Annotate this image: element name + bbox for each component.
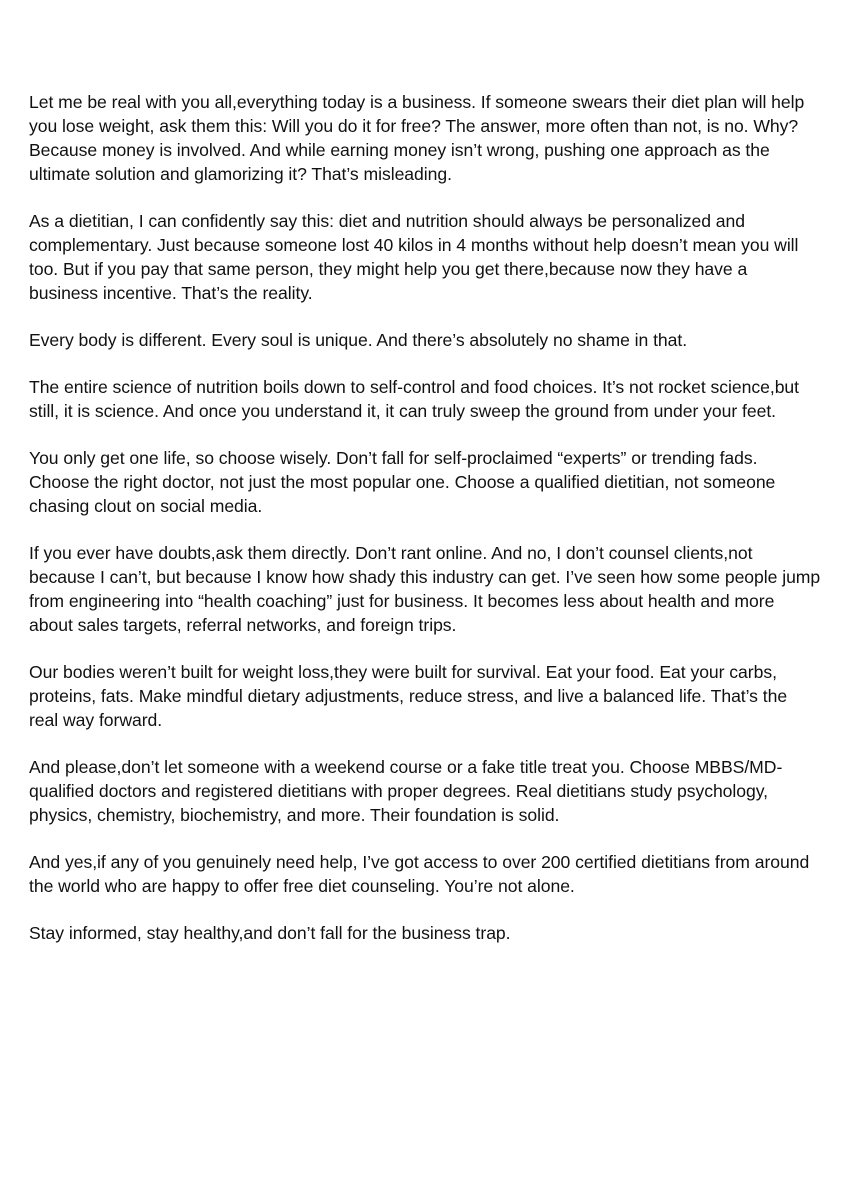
paragraph-9: And yes,if any of you genuinely need help, I’ve got access to over 200 certified dietitians from around the world who are happy to offer free diet counseling. You’re not alone. [29, 852, 810, 896]
paragraph-1: Let me be real with you all,everything today is a business. If someone swears their diet plan will help you lose weight, ask them this: Will you do it for free? The answer, more often than not, is no. Why? Because money is involved. And while earning money isn’t wrong, pushing one approach as the ultimate solution and glamorizing it? That’s misleading. [29, 92, 805, 184]
paragraph-3: Every body is different. Every soul is unique. And there’s absolutely no shame in that. [29, 330, 688, 350]
paragraph-10: Stay informed, stay healthy,and don’t fall for the business trap. [29, 923, 511, 943]
paragraph-7: Our bodies weren’t built for weight loss,they were built for survival. Eat your food. Eat your carbs, proteins, fats. Make mindful dietary adjustments, reduce stress, and live a balanced life. That’s the real way forward. [29, 662, 788, 730]
paragraph-6: If you ever have doubts,ask them directly. Don’t rant online. And no, I don’t counsel clients,not because I can’t, but because I know how shady this industry can get. I’ve seen how some people jump from engineering into “health coaching” just for business. It becomes less about health and more about sales targets, referral networks, and foreign trips. [29, 543, 821, 635]
paragraph-4: The entire science of nutrition boils down to self-control and food choices. It’s not rocket science,but still, it is science. And once you understand it, it can truly sweep the ground from under your feet. [29, 377, 799, 421]
paragraph-5: You only get one life, so choose wisely. Don’t fall for self-proclaimed “experts” or trending fads. Choose the right doctor, not just the most popular one. Choose a qualified dietitian, not someone chasing clout on social media. [29, 448, 776, 516]
paragraph-8: And please,don’t let someone with a weekend course or a fake title treat you. Choose MBBS/MD-qualified doctors and registered dietitians with proper degrees. Real dietitians study psychology, physics, chemistry, biochemistry, and more. Their foundation is solid. [29, 757, 783, 825]
document-body [29, 90, 821, 968]
paragraph-2: As a dietitian, I can confidently say this: diet and nutrition should always be personalized and complementary. Just because someone lost 40 kilos in 4 months without help doesn’t mean you will too. But if you pay that same person, they might help you get there,because now they have a business incentive. That’s the reality. [29, 211, 799, 303]
